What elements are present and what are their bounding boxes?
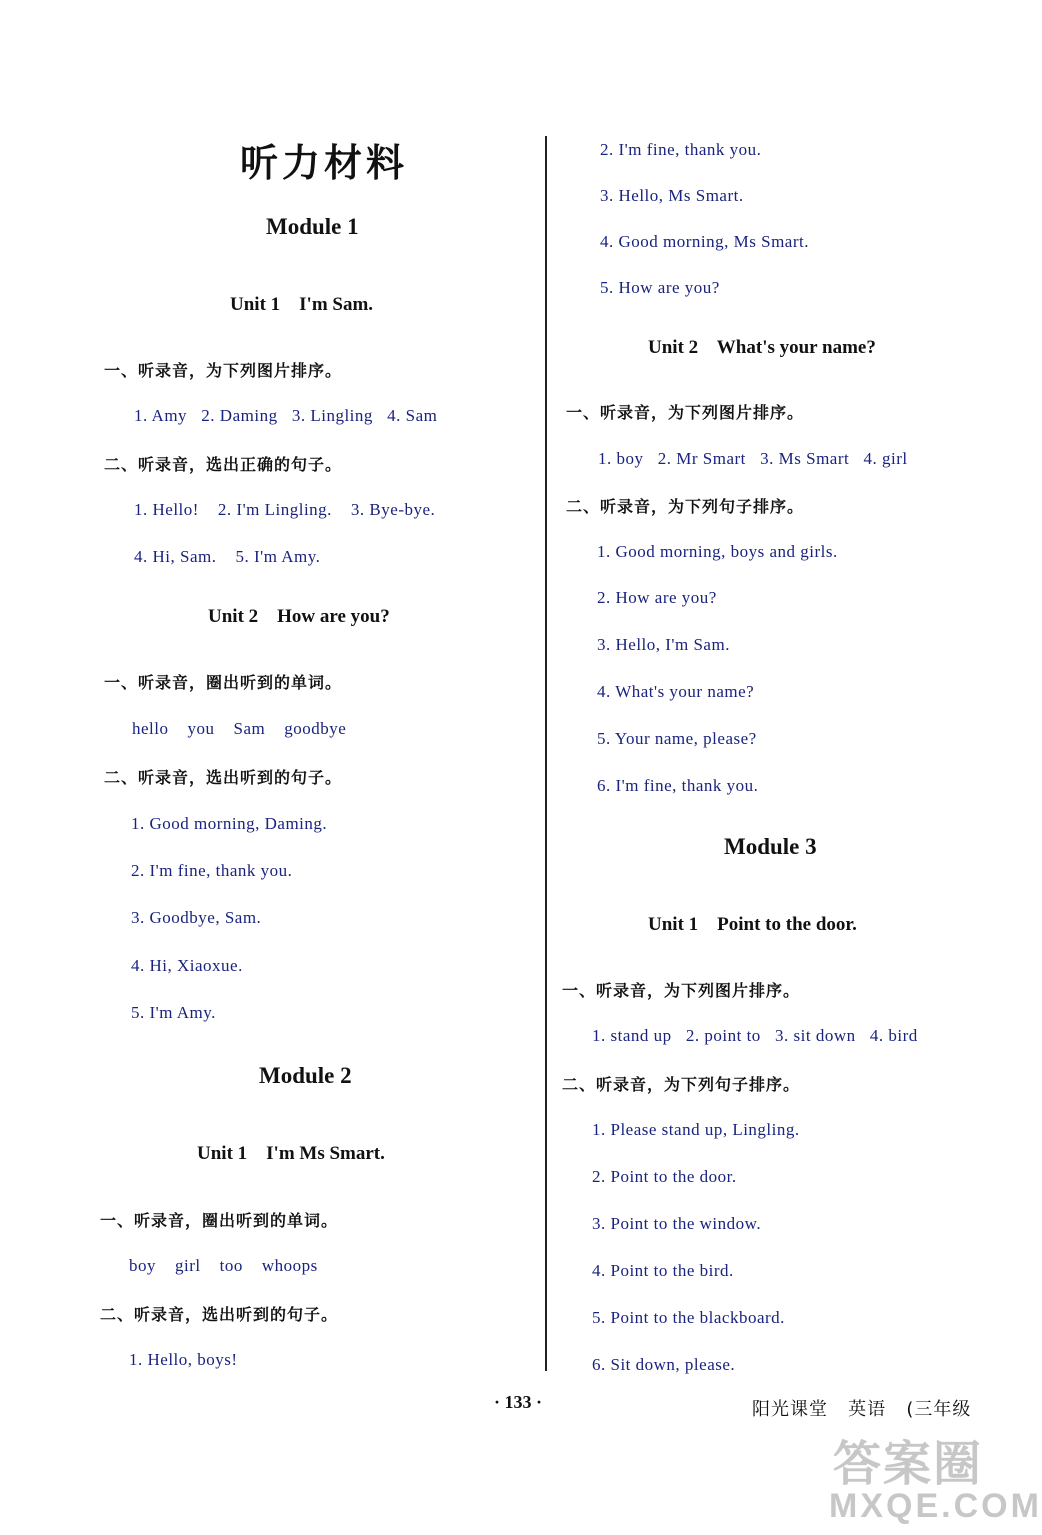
m2u2-answer-item: 2. How are you? xyxy=(597,588,717,607)
m2u2-answer-1: 1. boy 2. Mr Smart 3. Ms Smart 4. girl xyxy=(598,449,908,468)
m3u1-question-1: 一、听录音，为下列图片排序。 xyxy=(562,981,801,1000)
m1-unit1-heading: Unit 1 I'm Sam. xyxy=(230,294,374,315)
m1u2-answer-item: 2. I'm fine, thank you. xyxy=(131,861,293,880)
m3u1-answer-item: 3. Point to the window. xyxy=(592,1214,762,1233)
m3u1-answer-item: 2. Point to the door. xyxy=(592,1167,737,1186)
module1-heading: Module 1 xyxy=(266,214,359,239)
m3u1-answer-item: 4. Point to the bird. xyxy=(592,1261,734,1280)
m2-unit2-heading: Unit 2 What's your name? xyxy=(648,337,876,358)
m2u1-cont-answer-item: 4. Good morning, Ms Smart. xyxy=(600,232,809,251)
m1u2-answer-item: 4. Hi, Xiaoxue. xyxy=(131,956,243,975)
m2u2-question-1: 一、听录音，为下列图片排序。 xyxy=(566,403,805,422)
m2-unit1-heading: Unit 1 I'm Ms Smart. xyxy=(197,1143,385,1164)
m2u1-cont-answer-item: 2. I'm fine, thank you. xyxy=(600,140,762,159)
m1u2-answer-1: hello you Sam goodbye xyxy=(132,719,347,738)
m1-unit2-heading: Unit 2 How are you? xyxy=(208,606,390,627)
m2u1-question-2: 二、听录音，选出听到的句子。 xyxy=(100,1305,339,1324)
m3u1-answer-item: 1. Please stand up, Lingling. xyxy=(592,1120,800,1139)
page-title: 听力材料 xyxy=(240,141,409,185)
m3u1-answer-1: 1. stand up 2. point to 3. sit down 4. bird xyxy=(592,1026,918,1045)
m2u2-answer-item: 3. Hello, I'm Sam. xyxy=(597,635,730,654)
m1u2-answer-item: 3. Goodbye, Sam. xyxy=(131,908,262,927)
column-divider xyxy=(545,136,547,1371)
m3u1-answer-item: 5. Point to the blackboard. xyxy=(592,1308,785,1327)
m1u1-answer-1: 1. Amy 2. Daming 3. Lingling 4. Sam xyxy=(134,406,438,425)
book-title-footer: 阳光课堂 英语 (三年级 xyxy=(752,1399,972,1420)
m1u2-question-2: 二、听录音，选出听到的句子。 xyxy=(104,768,343,787)
m2u1-question-1: 一、听录音，圈出听到的单词。 xyxy=(100,1211,339,1230)
m2u2-answer-item: 4. What's your name? xyxy=(597,682,755,701)
m1u2-answer-item: 5. I'm Amy. xyxy=(131,1003,216,1022)
m2u2-question-2: 二、听录音，为下列句子排序。 xyxy=(566,497,805,516)
m1u2-answer-item: 1. Good morning, Daming. xyxy=(131,814,328,833)
m3-unit1-heading: Unit 1 Point to the door. xyxy=(648,914,857,935)
m3u1-answer-item: 6. Sit down, please. xyxy=(592,1355,736,1374)
module2-heading: Module 2 xyxy=(259,1063,352,1088)
m2u1-answer-2: 1. Hello, boys! xyxy=(129,1350,238,1369)
watermark-logo xyxy=(825,1425,1042,1535)
watermark-bottom-text: MXQE.COM xyxy=(829,1487,1042,1525)
m1u1-answer-2-line2: 4. Hi, Sam. 5. I'm Amy. xyxy=(134,547,321,566)
m1u2-question-1: 一、听录音，圈出听到的单词。 xyxy=(104,673,343,692)
m2u1-cont-answer-item: 3. Hello, Ms Smart. xyxy=(600,186,744,205)
m1u1-question-2: 二、听录音，选出正确的句子。 xyxy=(104,455,343,474)
m2u1-answer-1: boy girl too whoops xyxy=(129,1256,318,1275)
module3-heading: Module 3 xyxy=(724,834,817,859)
m1u1-question-1: 一、听录音，为下列图片排序。 xyxy=(104,361,343,380)
page-number: · 133 · xyxy=(494,1392,543,1412)
m2u2-answer-item: 6. I'm fine, thank you. xyxy=(597,776,759,795)
m3u1-question-2: 二、听录音，为下列句子排序。 xyxy=(562,1075,801,1094)
watermark-top-text: 答案圈 xyxy=(833,1438,984,1491)
m2u2-answer-item: 1. Good morning, boys and girls. xyxy=(597,542,838,561)
m2u2-answer-item: 5. Your name, please? xyxy=(597,729,757,748)
m2u1-cont-answer-item: 5. How are you? xyxy=(600,278,720,297)
m1u1-answer-2-line1: 1. Hello! 2. I'm Lingling. 3. Bye-bye. xyxy=(134,500,436,519)
